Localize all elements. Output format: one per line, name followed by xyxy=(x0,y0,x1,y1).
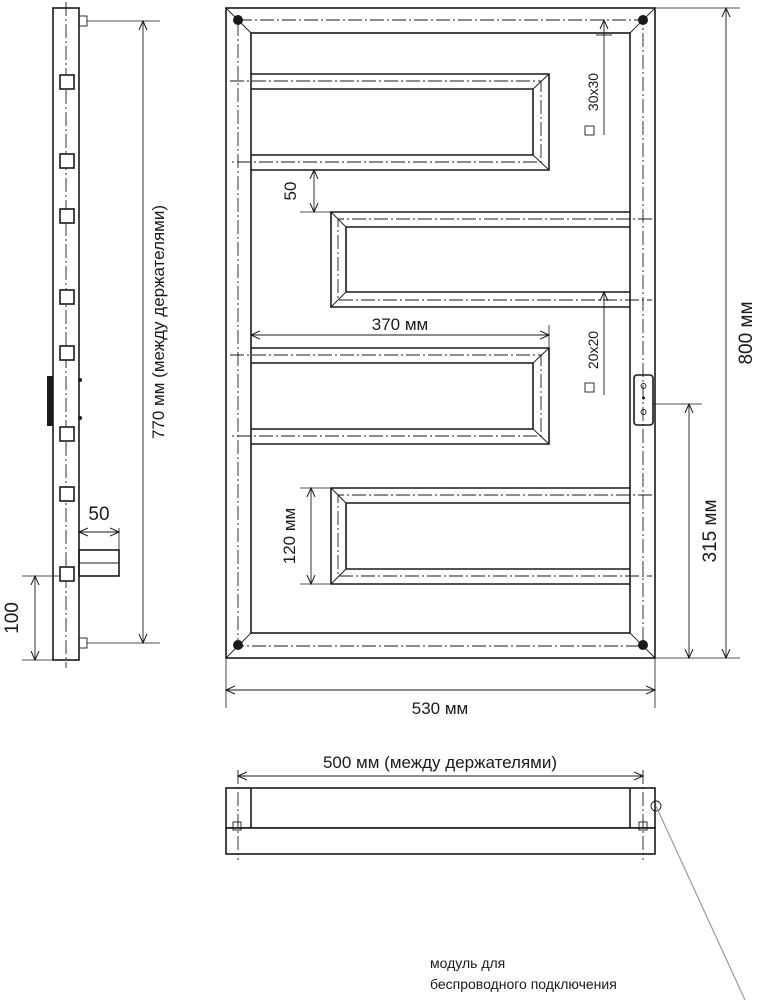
front-view xyxy=(226,8,757,718)
top-frame-bar xyxy=(226,828,655,854)
module-height-label: 315 мм xyxy=(700,499,721,563)
side-bottom-holder xyxy=(79,638,87,648)
height-label: 800 мм xyxy=(736,301,757,365)
side-holder-distance-label: 770 мм (между держателями) xyxy=(149,204,168,440)
front-frame-inner xyxy=(251,33,630,633)
side-view xyxy=(2,2,168,668)
side-bottom-label: 100 xyxy=(2,602,23,634)
top-view xyxy=(226,753,745,1000)
rung-3 xyxy=(230,348,549,444)
rung-4 xyxy=(331,488,652,584)
profile-rung-label: 20x20 xyxy=(585,330,601,370)
rung-1 xyxy=(230,74,549,170)
square-profile-icon xyxy=(585,126,594,135)
top-holder-distance-label: 500 мм (между держателями) xyxy=(322,753,558,772)
callout-line-2: беспроводного подключения xyxy=(430,976,617,992)
rung-length-label: 370 мм xyxy=(371,315,429,334)
side-wireless-module xyxy=(47,376,53,426)
callout-line-1: модуль для xyxy=(430,955,506,971)
side-top-holder xyxy=(79,16,87,26)
side-offset-label: 50 xyxy=(88,504,110,525)
square-profile-icon-2 xyxy=(585,383,594,392)
rung-gap-label: 50 xyxy=(281,181,300,201)
rung-height-label: 120 мм xyxy=(280,507,299,565)
width-label: 530 мм xyxy=(411,699,469,718)
profile-frame-label: 30x30 xyxy=(585,72,601,112)
wireless-module xyxy=(634,375,653,425)
top-frame-back xyxy=(226,788,655,828)
callout-leader xyxy=(656,806,745,1000)
